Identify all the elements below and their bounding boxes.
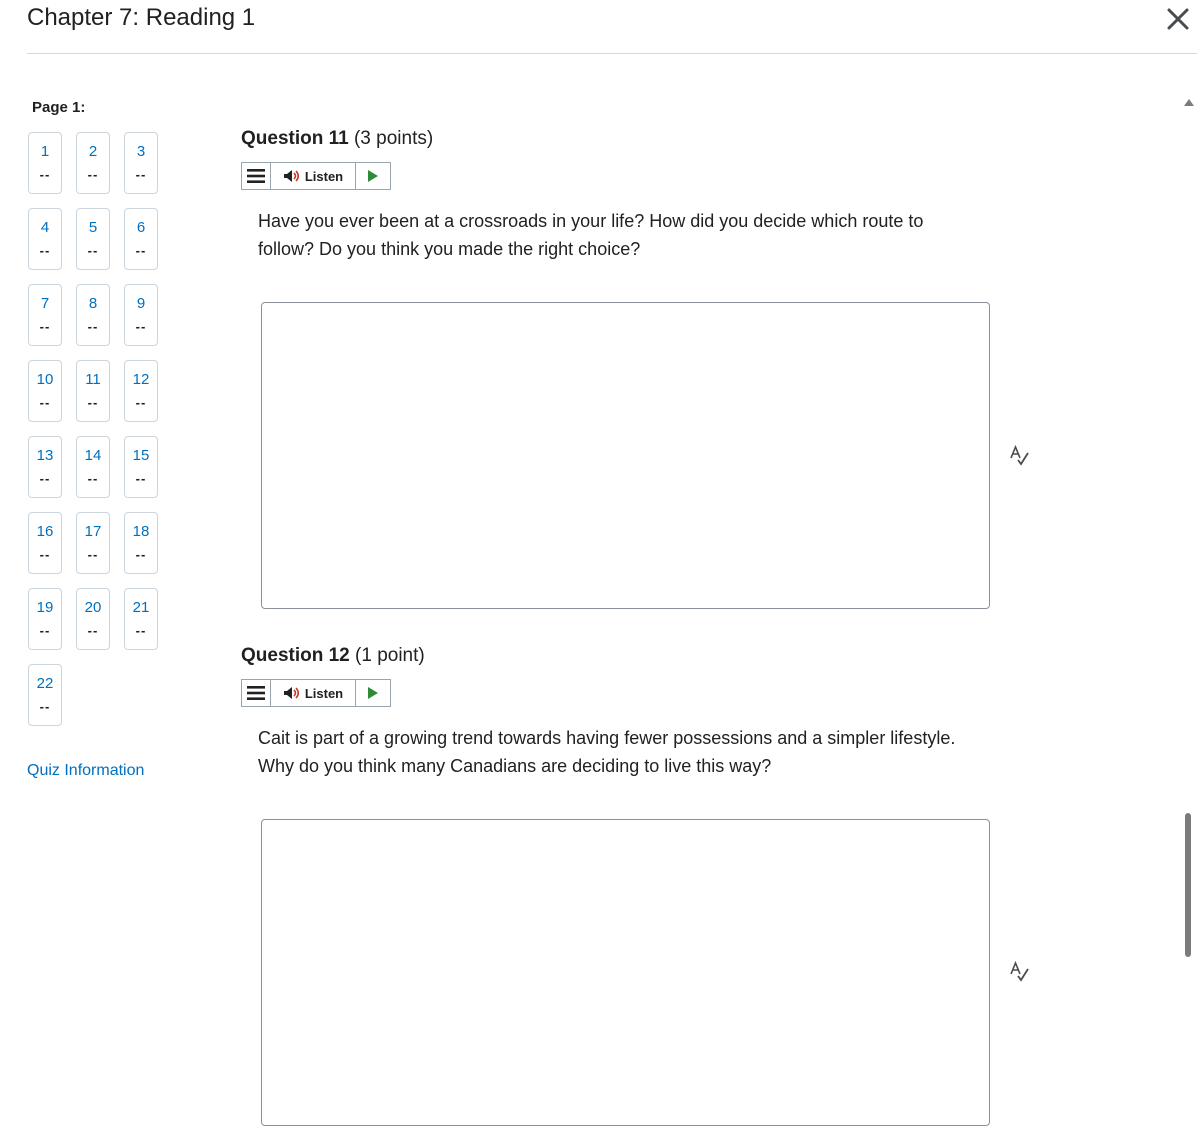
listen-button[interactable] (271, 680, 356, 706)
question-status: -- (135, 243, 147, 258)
question-status: -- (135, 319, 147, 334)
question-status: -- (39, 471, 51, 486)
question-number: 2 (88, 143, 98, 160)
question-status: -- (39, 319, 51, 334)
listen-menu-button[interactable] (242, 163, 271, 189)
close-icon (1163, 4, 1193, 34)
question-status: -- (39, 623, 51, 638)
spellcheck-icon (1008, 445, 1030, 467)
question-number: 22 (36, 675, 54, 692)
page-title: Chapter 7: Reading 1 (27, 4, 256, 31)
page-label: Page 1: (32, 99, 86, 116)
listen-toolbar (241, 162, 391, 190)
question-status: -- (39, 243, 51, 258)
question-points: (1 point) (355, 645, 425, 666)
question-nav-tile-17[interactable] (76, 512, 110, 574)
question-status: -- (39, 547, 51, 562)
question-number: 16 (36, 523, 54, 540)
triangle-up-icon (1183, 97, 1195, 107)
question-title: Question 11 (241, 128, 349, 149)
question-number: 9 (136, 295, 146, 312)
question-status: -- (87, 547, 99, 562)
question-status: -- (87, 623, 99, 638)
question-text: Cait is part of a growing trend towards having fewer possessions and a simpler lifestyle. Why do you think many Canadians are deciding to live this way? (258, 728, 956, 776)
question-status: -- (135, 623, 147, 638)
question-number: 1 (40, 143, 50, 160)
question-nav-tile-22[interactable] (28, 664, 62, 726)
question-nav-tile-7[interactable] (28, 284, 62, 346)
question-status: -- (87, 395, 99, 410)
question-status: -- (39, 395, 51, 410)
listen-menu-button[interactable] (242, 680, 271, 706)
question-nav-tile-18[interactable] (124, 512, 158, 574)
play-icon (367, 169, 379, 183)
question-number: 12 (132, 371, 150, 388)
question-11-heading (241, 128, 433, 150)
spellcheck-icon (1008, 961, 1030, 983)
question-nav-tile-3[interactable] (124, 132, 158, 194)
scroll-up-arrow[interactable] (1183, 94, 1195, 104)
question-status: -- (39, 167, 51, 182)
question-nav-tile-5[interactable] (76, 208, 110, 270)
question-nav-tile-2[interactable] (76, 132, 110, 194)
spellcheck-button[interactable] (1008, 961, 1030, 983)
scrollbar-thumb[interactable] (1185, 813, 1191, 957)
question-nav-tile-20[interactable] (76, 588, 110, 650)
speaker-icon (283, 169, 301, 183)
listen-label: Listen (304, 168, 344, 184)
question-nav-tile-9[interactable] (124, 284, 158, 346)
question-status: -- (87, 167, 99, 182)
question-nav-tile-4[interactable] (28, 208, 62, 270)
question-number: 5 (88, 219, 98, 236)
play-icon (367, 686, 379, 700)
question-number: 15 (132, 447, 150, 464)
header (27, 0, 1197, 54)
question-status: -- (135, 471, 147, 486)
question-nav-tile-14[interactable] (76, 436, 110, 498)
listen-toolbar (241, 679, 391, 707)
play-button[interactable] (356, 163, 390, 189)
question-number: 14 (84, 447, 102, 464)
spellcheck-button[interactable] (1008, 445, 1030, 467)
question-number: 18 (132, 523, 150, 540)
question-status: -- (87, 243, 99, 258)
question-number: 10 (36, 371, 54, 388)
close-button[interactable] (1163, 4, 1193, 34)
question-nav-tile-13[interactable] (28, 436, 62, 498)
question-number: 19 (36, 599, 54, 616)
question-status: -- (39, 699, 51, 714)
question-number: 4 (40, 219, 50, 236)
listen-button[interactable] (271, 163, 356, 189)
question-title: Question 12 (241, 645, 350, 666)
question-nav-tile-19[interactable] (28, 588, 62, 650)
question-nav-tile-16[interactable] (28, 512, 62, 574)
listen-label: Listen (304, 685, 344, 701)
answer-textarea[interactable] (261, 819, 990, 1126)
question-status: -- (87, 471, 99, 486)
question-nav-tile-1[interactable] (28, 132, 62, 194)
question-number: 17 (84, 523, 102, 540)
quiz-information-link[interactable]: Quiz Information (27, 762, 145, 779)
question-status: -- (135, 167, 147, 182)
question-status: -- (87, 319, 99, 334)
menu-icon (247, 686, 265, 700)
question-nav-tile-12[interactable] (124, 360, 158, 422)
question-number: 8 (88, 295, 98, 312)
question-number: 3 (136, 143, 146, 160)
answer-textarea[interactable] (261, 302, 990, 609)
question-nav-tile-15[interactable] (124, 436, 158, 498)
question-text: Have you ever been at a crossroads in your life? How did you decide which route to follow? Do you think you made the right choice? (258, 211, 924, 259)
play-button[interactable] (356, 680, 390, 706)
question-nav-tile-6[interactable] (124, 208, 158, 270)
question-number: 13 (36, 447, 54, 464)
question-12-heading (241, 645, 425, 667)
speaker-icon (283, 686, 301, 700)
question-number: 20 (84, 599, 102, 616)
question-status: -- (135, 395, 147, 410)
question-number: 6 (136, 219, 146, 236)
question-points: (3 points) (353, 128, 434, 149)
question-nav-tile-8[interactable] (76, 284, 110, 346)
menu-icon (247, 169, 265, 183)
question-status: -- (135, 547, 147, 562)
question-nav-tile-10[interactable] (28, 360, 62, 422)
question-number: 21 (132, 599, 150, 616)
question-nav-tile-11[interactable] (76, 360, 110, 422)
question-nav-tile-21[interactable] (124, 588, 158, 650)
question-number: 7 (40, 295, 50, 312)
question-number: 11 (85, 371, 101, 388)
